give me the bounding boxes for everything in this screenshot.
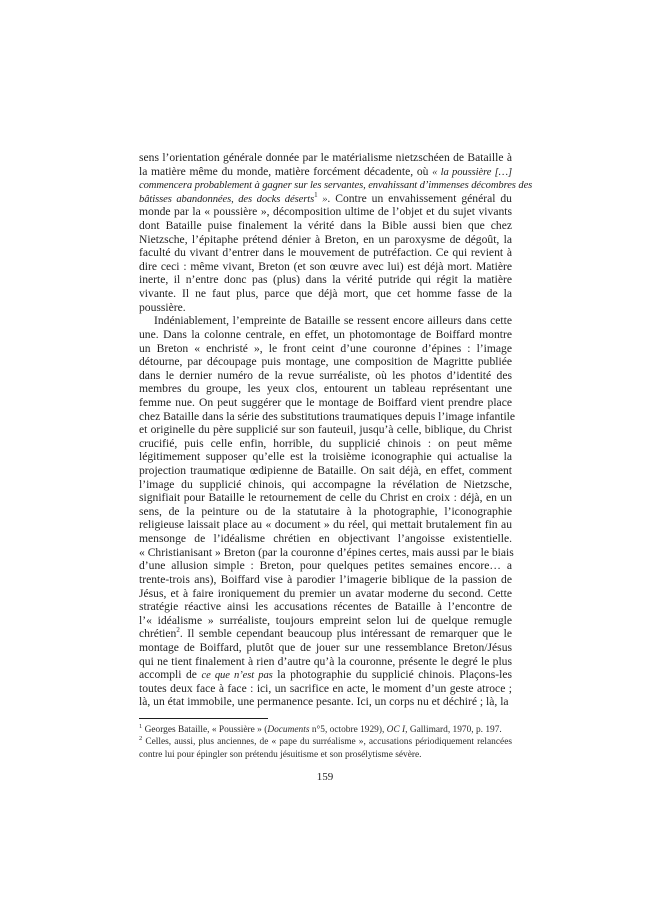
text-line: [139, 151, 512, 165]
text-run: membres du groupe, les yeux clos, entourent un tableau représentant une: [139, 382, 512, 396]
text-line: [139, 192, 512, 206]
text-line: [139, 165, 512, 179]
text-line: [139, 546, 512, 560]
text-run: religieuse laissait place au « document » du réel, qui mettait brutalement fin au: [139, 518, 512, 532]
footnote-separator-rule: [139, 718, 268, 719]
footnote-line: [139, 736, 512, 748]
text-run: détourne, par découpage puis montage, une composition de Magritte publiée: [139, 355, 512, 369]
text-run: l’image du supplicié chinois, qui accompagne la révélation de Nietzsche,: [139, 477, 512, 491]
text-line: [139, 464, 512, 478]
text-run: sens l’orientation générale donnée par le matérialisme nietzschéen de Bataille à: [139, 151, 512, 164]
main-text-body: [139, 151, 533, 709]
text-line: [139, 505, 512, 519]
text-run: d’une allusion simple : Breton, pour quelques petites semaines encore… a: [139, 559, 512, 573]
text-run: dans le dernier numéro de la revue surréaliste, où les photos d’identité des: [139, 368, 512, 382]
text-line: [139, 655, 512, 669]
text-line: [139, 273, 512, 287]
text-line: [139, 627, 512, 641]
text-line: [139, 491, 512, 505]
text-run: légitimement supposer qu’elle est la troisième iconographie qui actualise la: [139, 450, 512, 464]
text-run: un Breton « enchristé », le front ceint d’une couronne d’épines : l’image: [139, 341, 512, 355]
text-line: [139, 287, 512, 301]
italic-text: « la poussière […]: [432, 166, 513, 178]
text-run: accompli de: [139, 668, 202, 682]
text-line: [139, 355, 512, 369]
text-line: [139, 518, 512, 532]
text-line: [139, 450, 512, 464]
text-run: , Gallimard, 1970, p. 197.: [405, 725, 502, 735]
text-line: [139, 246, 512, 260]
text-run: stratégie réactive ainsi les accusations récentes de Bataille à l’encontre de: [139, 600, 512, 614]
text-line: [139, 396, 512, 410]
text-run: faculté du vivant d’entrer dans le mouvement de putréfaction. Ce qui revient à: [139, 246, 512, 260]
text-run: l’« idéalisme » surréaliste, toujours empreint selon lui de quelque remugle: [139, 613, 512, 627]
text-line: [139, 423, 512, 437]
text-run: Celles, aussi, plus anciennes, de « pape du surréalisme », accusations périodiquement relancées: [145, 737, 512, 748]
italic-text: bâtisses abandonnées, des docks déserts: [139, 193, 315, 205]
text-line: [139, 205, 512, 219]
footnote-line: [139, 749, 512, 761]
text-run: trente-trois ans), Boiffard vise à parodier l’imagerie biblique de la passion de: [139, 572, 512, 586]
text-run: signifiait pour Bataille le retournement de celle du Christ en croix : déjà, en un: [139, 491, 512, 505]
footnote-reference[interactable]: 2: [176, 626, 180, 635]
text-line: [139, 260, 512, 274]
text-run: « Christianisant » Breton (par la couronne d’épines certes, mais aussi par le biais: [139, 545, 514, 559]
footnote-reference[interactable]: 1: [314, 190, 318, 199]
italic-text: Documents: [267, 725, 310, 735]
italic-text: »: [317, 193, 328, 205]
text-line: [139, 587, 512, 601]
text-line: [139, 478, 512, 492]
text-line: [139, 614, 512, 628]
text-line: [139, 600, 512, 614]
text-line: [139, 342, 512, 356]
text-line: [139, 437, 512, 451]
text-line: [139, 369, 512, 383]
text-run: mensonge de l’idéalisme chrétien en objectivant l’angoisse existentielle.: [139, 532, 512, 546]
footnote-line: [139, 724, 512, 736]
text-line: [139, 328, 512, 342]
text-run: vivante. Il ne faut plus, parce que déjà mort, que cet homme fasse de la: [139, 287, 512, 301]
text-line: [139, 682, 512, 696]
text-line: [139, 559, 512, 573]
footnote-mark: 2: [139, 735, 143, 743]
text-run: une. Dans la colonne centrale, en effet, un photomontage de Boiffard montre: [139, 327, 512, 341]
text-run: contre lui pour épingler son prétendu jésuitisme et son prosélytisme sévère.: [139, 749, 422, 760]
text-line: [139, 409, 516, 424]
text-run: . Il semble cependant beaucoup plus intéressant de remarquer que le: [179, 627, 512, 641]
text-line: [139, 301, 512, 315]
text-run: Jésus, et à faire ironiquement du premier un avatar moderne du second. Cette: [139, 586, 512, 600]
text-line: [139, 314, 512, 328]
footnote-mark: 1: [139, 722, 143, 730]
text-run: et originelle du père supplicié sur son fauteuil, jusqu’à celle, biblique, du Christ: [139, 423, 512, 437]
text-run: la matière même du monde, matière forcément décadente, où: [139, 164, 433, 178]
text-run: poussière.: [139, 300, 186, 314]
text-run: dont Bataille puise finalement la vérité dans la Bible aussi bien que chez: [139, 219, 512, 233]
text-run: projection traumatique œdipienne de Bataille. On sait déjà, en effet, comment: [139, 464, 512, 478]
text-run: femme nue. On peut suggérer que le montage de Boiffard vient prendre place: [139, 395, 512, 409]
text-line: [139, 573, 512, 587]
text-run: chrétien: [139, 627, 177, 641]
text-run: inerte, il n’entre donc pas (plus) dans la vérité putride qui régit la matière: [139, 273, 512, 287]
text-line: [139, 532, 512, 546]
text-run: là, un état immobile, une permanence pesante. Ici, un corps nu et déchiré ; là, la: [139, 695, 509, 709]
text-run: chez Bataille dans la série des substitutions traumatiques depuis l’image infantile: [139, 409, 516, 423]
text-line: [139, 219, 512, 233]
italic-text: OC I: [386, 725, 406, 735]
footnotes: [139, 724, 512, 761]
text-run: sens, de la peinture ou de la statutaire à la photographie, l’iconographie: [139, 504, 512, 518]
text-run: qui ne tient finalement à rien d’autre qu’à la couronne, présente le degré le plus: [139, 654, 512, 668]
text-run: Georges Bataille, « Poussière » (: [144, 725, 268, 735]
text-run: montage de Boiffard, plutôt que de jouer sur une ressemblance Breton/Jésus: [139, 640, 512, 654]
text-run: . Contre un envahissement général du: [327, 191, 512, 205]
text-run: dire ceci : même vivant, Breton (et son œuvre avec lui) est déjà mort. Matière: [139, 259, 512, 273]
text-line: [139, 668, 512, 682]
text-line: [139, 178, 533, 192]
text-run: Indéniablement, l’empreinte de Bataille se ressent encore ailleurs dans cette: [154, 314, 512, 328]
text-run: toutes deux face à face : ici, un sacrifice en acte, le moment d’un geste atroce ;: [139, 681, 512, 695]
italic-text: commencera probablement à gagner sur les servantes, envahissant d’immenses décombres des: [139, 180, 533, 192]
text-line: [139, 233, 512, 247]
text-run: monde par la « poussière », décomposition ultime de l’objet et du sujet vivants: [139, 205, 512, 219]
text-run: crucifié, puis celle enfin, horrible, du supplicié chinois : on peut même: [139, 436, 512, 450]
text-run: la photographie du supplicié chinois. Plaçons-les: [272, 668, 513, 682]
text-line: [139, 641, 512, 655]
text-run: Nietzsche, l’épitaphe prétend dénier à Breton, en un paroxysme de dégoût, la: [139, 232, 512, 246]
text-line: [139, 382, 512, 396]
page-number: 159: [316, 771, 334, 783]
italic-text: ce que n’est pas: [201, 670, 273, 682]
text-line: [139, 695, 512, 709]
text-run: n°5, octobre 1929),: [309, 725, 387, 735]
